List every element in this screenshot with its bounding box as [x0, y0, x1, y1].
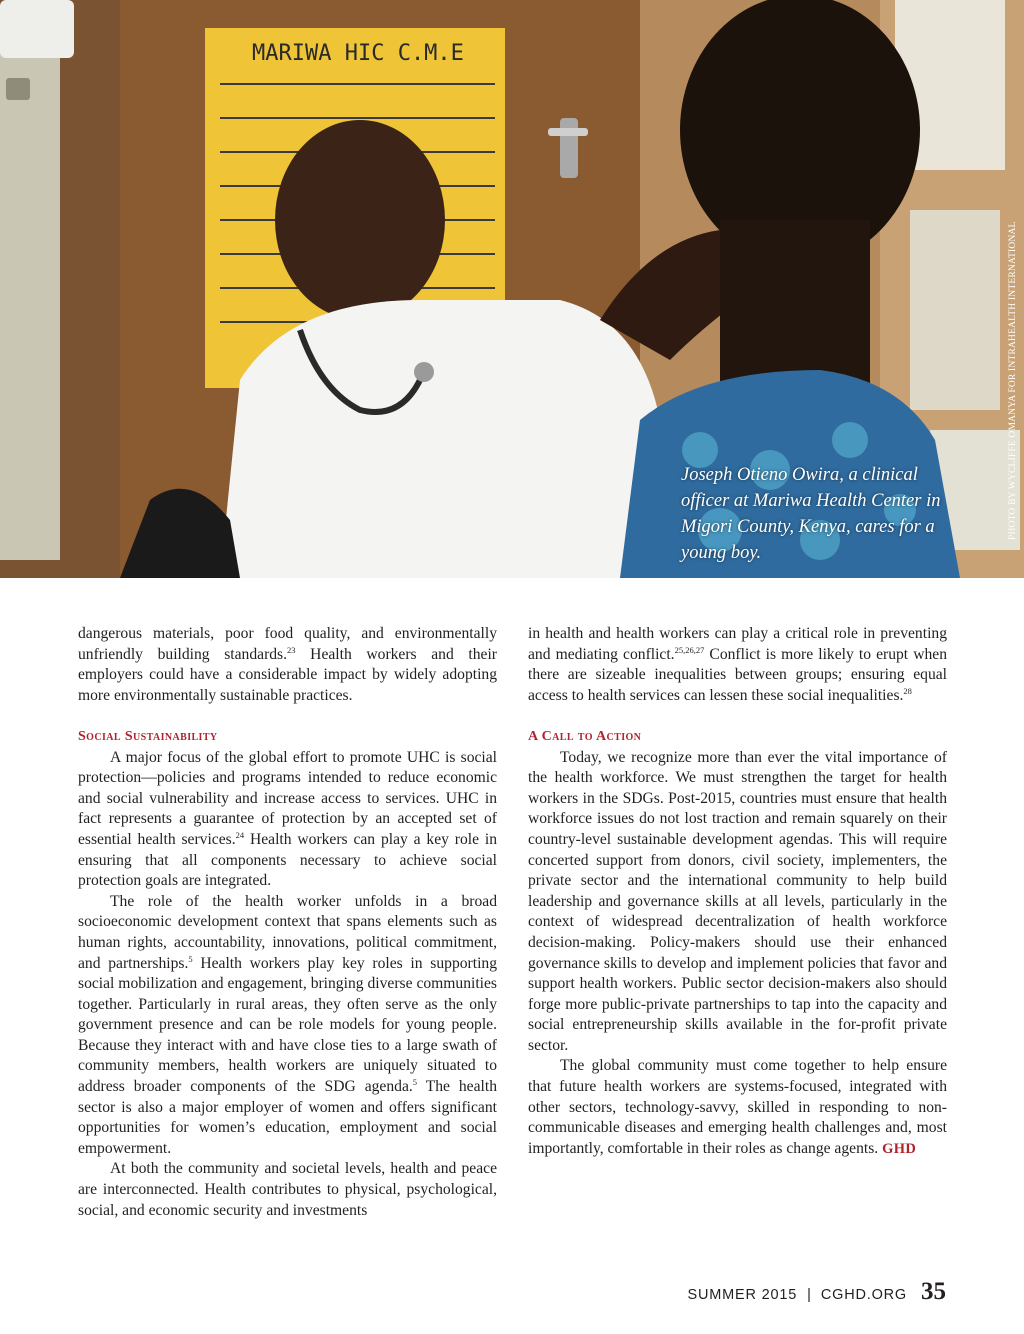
footer-separator: | [807, 1287, 811, 1303]
site-link[interactable]: CGHD.ORG [820, 1287, 907, 1303]
footnote-ref: 28 [903, 685, 912, 696]
photo-caption: Joseph Otieno Owira, a clinical officer at Mariwa Health Center in Migori County, Kenya, cares for a young boy. [681, 465, 941, 563]
page-footer [688, 1278, 946, 1306]
issue-label: SUMMER 2015 [687, 1287, 798, 1303]
text-run: Conflict is more likely to erupt when there are sizeable inequalities between groups; ensuring equal access to health services can lessen these social inequalities. [528, 645, 947, 704]
text-run: The global community must come together to help ensure that future health workers are systems-focused, integrated with other sectors, technology-savvy, skilled in responding to non-communicable diseases and emerging health challenges and, most importantly, comfortable in their roles as change agents. [528, 1057, 947, 1157]
text-run: Health workers and their employers could have a considerable impact by widely adopting more environmentally sustainable practices. [78, 645, 498, 704]
photo-credit: PHOTO BY WYCLIFFE OMANYA FOR INTRAHEALTH INTERNATIONAL [1008, 221, 1018, 540]
left-column [78, 624, 497, 1221]
chart-heading: MARIWA HIC C.M.E [252, 41, 464, 66]
footnote-ref: 23 [287, 644, 296, 655]
text-run: Health workers can play a key role in ensuring that all components necessary to achieve social protection goals are integrated. [78, 830, 498, 890]
footnote-ref: 25,26,27 [674, 644, 705, 655]
text-run: Health workers play key roles in supporting social mobilization and engagement, bringing diverse communities together. Particularly in rural areas, they often serve as the only government presence and can be role models for young people. Because they interact with and have close ties to a large swath of community members, health workers are uniquely situated to address broader components of the SDG agenda. [78, 954, 497, 1096]
footnote-ref: 5 [188, 953, 193, 964]
text-run: dangerous materials, poor food quality, and environmentally unfriendly building standards. [78, 625, 497, 663]
cover-photo [0, 0, 1024, 578]
paragraph: Today, we recognize more than ever the vital importance of the health workforce. We must strengthen the target for health workers in the SDGs. Post-2015, countries must ensure that health workforce issues do not lost traction and remain squarely on their country-level sustainable development agendas. This will require concerted support from donors, civil society, implementers, the private sector and the international community to help build leadership and governance skills at all levels, particularly in the context of widespread decentralization of health workforce decision-making. Policy-makers should use their enhanced governance skills to develop and implement policies that favor and support health workers. Public sector decision-makers also should forge more public-private partnerships to tap into the capacity and social entrepreneurship skills available in the for-profit private sector. [528, 748, 947, 1054]
footnote-ref: 24 [235, 829, 245, 840]
paragraph [78, 892, 497, 1160]
paragraph: At both the community and societal levels, health and peace are interconnected. Health contributes to physical, psychological, social, and economic security and investments [78, 1160, 497, 1219]
paragraph [528, 624, 947, 706]
text-run: The role of the health worker unfolds in a broad socioeconomic development context that spans elements such as human rights, accountability, innovations, political commitment, and partnerships. [78, 892, 497, 972]
end-mark: GHD [882, 1140, 917, 1157]
paragraph [528, 1056, 947, 1159]
text-run: A major focus of the global effort to promote UHC is social protection—policies and programs intended to reduce economic and social vulnerability and increase access to services. UHC in fact represents a guarantee of protection by an accepted set of essential health services. [78, 748, 497, 848]
page-number: 35 [921, 1278, 946, 1305]
text-run: in health and health workers can play a critical role in preventing and mediating conflict. [528, 625, 947, 663]
right-column [528, 624, 947, 1159]
footnote-ref: 5 [412, 1077, 418, 1088]
text-run: The health sector is also a major employer of women and offers significant opportunities for women’s education, employment and social empowerment. [78, 1078, 497, 1157]
section-heading-call-to-action: A Call to Action [528, 728, 642, 744]
paragraph [78, 624, 497, 706]
section-heading-social-sustainability: Social Sustainability [78, 728, 218, 744]
paragraph [78, 748, 497, 892]
